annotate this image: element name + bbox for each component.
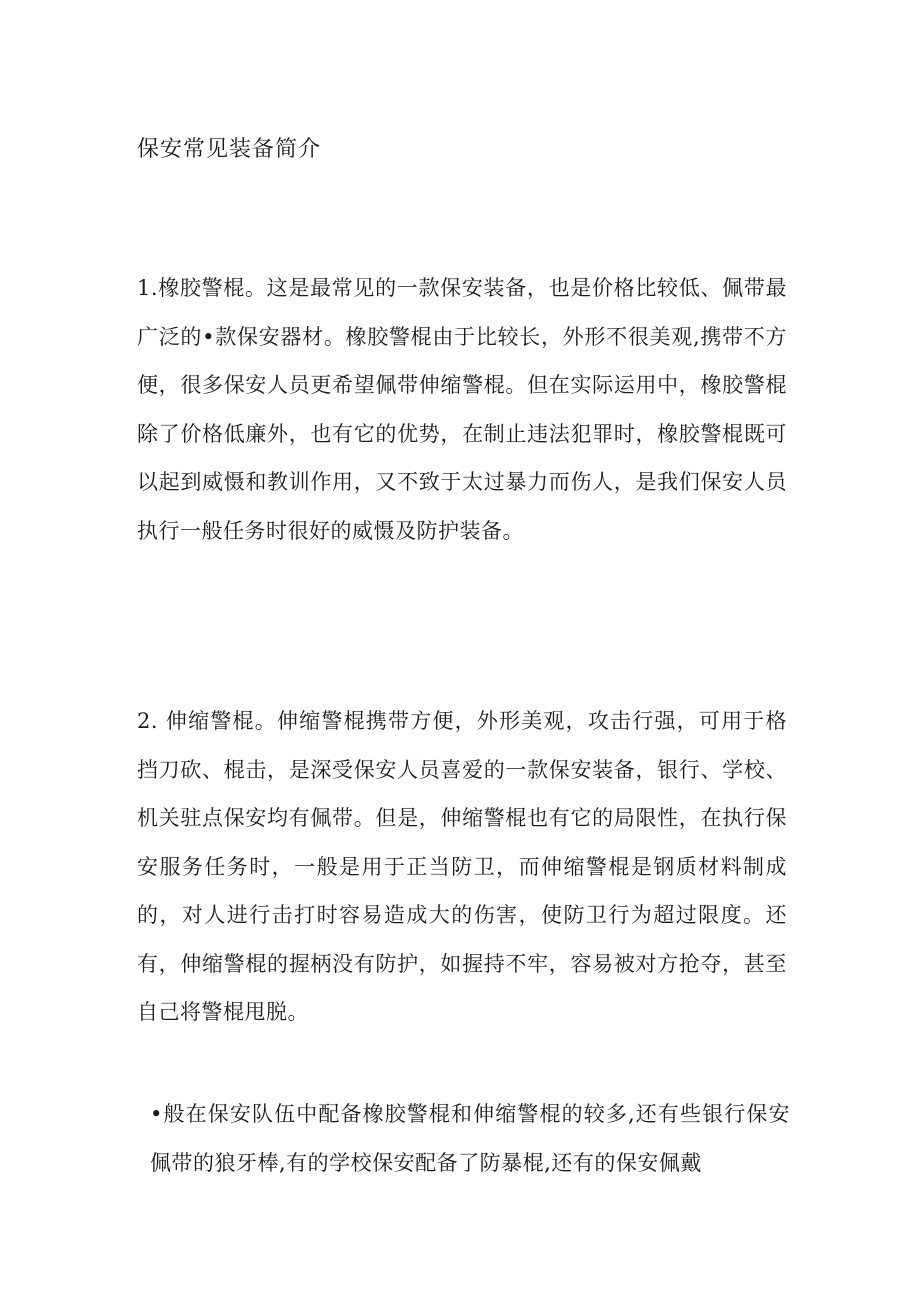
paragraph-other-equipment: •般在保安队伍中配备橡胶警棍和伸缩警棍的较多,还有些银行保安佩带的狼牙棒,有的学校保安配备了防暴棍,还有的保安佩戴	[150, 1102, 790, 1175]
paragraph-rubber-baton: 1.橡胶警棍。这是最常见的一款保安装备，也是价格比较低、佩带最广泛的•款保安器材。橡胶警棍由于比较长，外形不很美观,携带不方便，很多保安人员更希望佩带伸缩警棍。但在实际运用中，橡胶警棍除了价格低廉外，也有它的优势，在制止违法犯罪时，橡胶警棍既可以起到威慑和教训作用，又不致于太过暴力而伤人，是我们保安人员执行一般任务时很好的威慑及防护装备。	[137, 276, 787, 543]
document-title: 保安常见装备简介	[137, 137, 322, 162]
paragraph-telescopic-baton: 2. 伸缩警棍。伸缩警棍携带方便，外形美观，攻击行强，可用于格挡刀砍、棍击，是深受保安人员喜爱的一款保安装备，银行、学校、机关驻点保安均有佩带。但是，伸缩警棍也有它的局限性，在执行保安服务任务时，一般是用于正当防卫，而伸缩警棍是钢质材料制成的，对人进行击打时容易造成大的伤害，使防卫行为超过限度。还有，伸缩警棍的握柄没有防护，如握持不牢，容易被对方抢夺，甚至自己将警棍甩脱。	[137, 709, 787, 1024]
